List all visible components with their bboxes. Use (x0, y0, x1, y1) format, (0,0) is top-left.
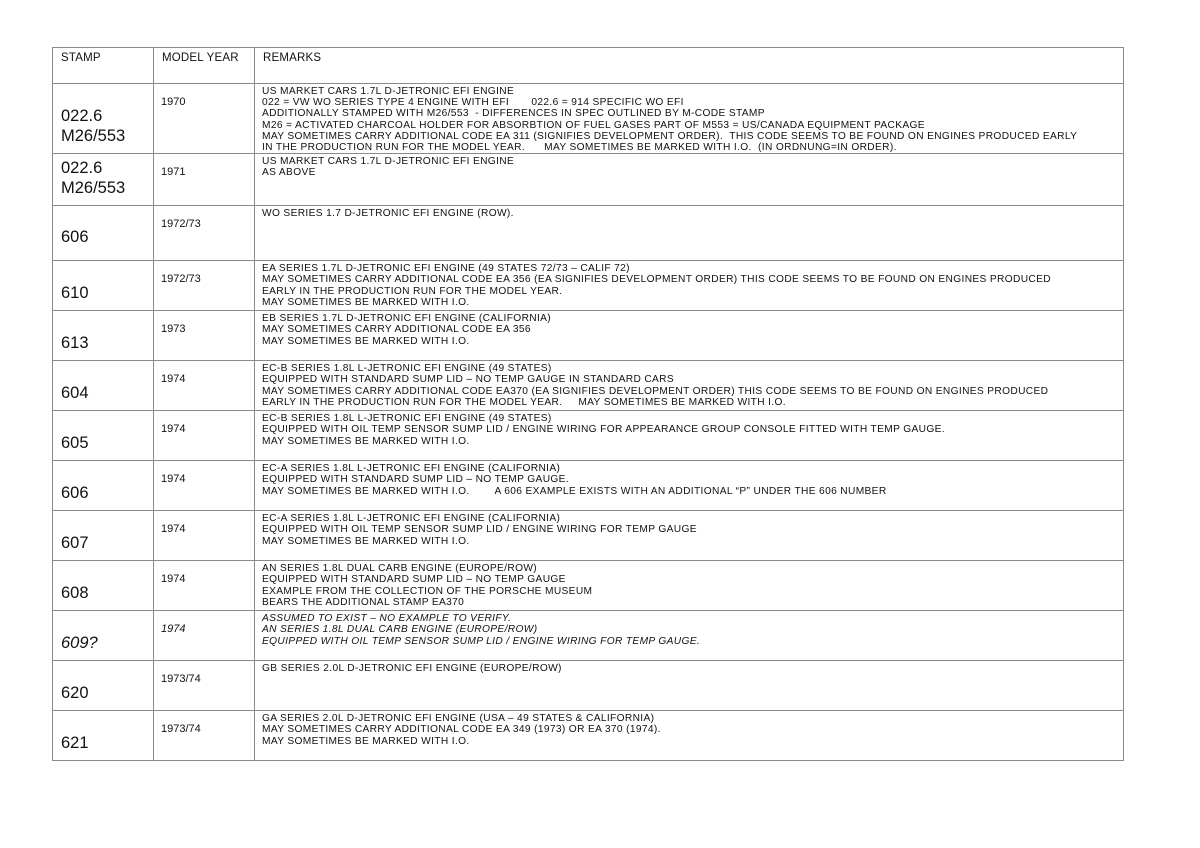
stamp-cell (53, 206, 154, 261)
stamp-cell (53, 361, 154, 411)
remarks-cell (255, 261, 1124, 311)
table-row (53, 661, 1124, 711)
table-row (53, 361, 1124, 411)
remarks-line: EARLY IN THE PRODUCTION RUN FOR THE MODEL YEAR. MAY SOMETIMES BE MARKED WITH I.O. (262, 396, 786, 408)
table-row (53, 711, 1124, 761)
model-year-cell: 1974 (154, 461, 255, 511)
remarks-line: AN SERIES 1.8L DUAL CARB ENGINE (EUROPE/ROW) (262, 624, 538, 636)
remarks-line: MAY SOMETIMES BE MARKED WITH I.O. (262, 335, 470, 347)
model-year-cell: 1973/74 (154, 661, 255, 711)
stamp-code: 606 (61, 228, 89, 247)
table-row (53, 411, 1124, 461)
remarks-cell (255, 561, 1124, 611)
remarks-line: EQUIPPED WITH STANDARD SUMP LID – NO TEMP GAUGE. (262, 474, 570, 486)
model-year-cell: 1972/73 (154, 261, 255, 311)
remarks-line: WO SERIES 1.7 D-JETRONIC EFI ENGINE (ROW). (262, 208, 514, 220)
model-year-column-header: MODEL YEAR (154, 48, 255, 84)
stamp-cell (53, 611, 154, 661)
engine-stamp-table (52, 47, 1124, 761)
remarks-line: MAY SOMETIMES BE MARKED WITH I.O. (262, 296, 470, 308)
model-year-cell: 1970 (154, 84, 255, 154)
remarks-line: ASSUMED TO EXIST – NO EXAMPLE TO VERIFY. (262, 613, 512, 625)
remarks-line: GA SERIES 2.0L D-JETRONIC EFI ENGINE (USA – 49 STATES & CALIFORNIA) (262, 713, 655, 725)
remarks-cell (255, 311, 1124, 361)
stamp-cell (53, 261, 154, 311)
remarks-cell (255, 361, 1124, 411)
remarks-line: MAY SOMETIMES BE MARKED WITH I.O. (262, 535, 470, 547)
table-row (53, 561, 1124, 611)
remarks-line: MAY SOMETIMES CARRY ADDITIONAL CODE EA 311 (SIGNIFIES DEVELOPMENT ORDER). THIS CODE SEEMS TO BE FOUND ON ENGINES PRODUCED EARLY (262, 130, 1078, 142)
stamp-code: 022.6 M26/553 (61, 107, 126, 146)
remarks-line: M26 = ACTIVATED CHARCOAL HOLDER FOR ABSORBTION OF FUEL GASES PART OF M553 = US/CANADA EQUIPMENT PACKAGE (262, 119, 925, 131)
remarks-line: MAY SOMETIMES CARRY ADDITIONAL CODE EA370 (EA SIGNIFIES DEVELOPMENT ORDER) THIS CODE SEEMS TO BE FOUND ON ENGINES PRODUCED (262, 385, 1049, 397)
remarks-line: MAY SOMETIMES CARRY ADDITIONAL CODE EA 356 (EA SIGNIFIES DEVELOPMENT ORDER) THIS CODE SEEMS TO BE FOUND ON ENGINES PRODUCED (262, 274, 1051, 286)
remarks-cell (255, 661, 1124, 711)
model-year-cell: 1973 (154, 311, 255, 361)
table-body (53, 84, 1124, 761)
remarks-column-header: REMARKS (255, 48, 1124, 84)
remarks-cell (255, 411, 1124, 461)
remarks-line: EQUIPPED WITH OIL TEMP SENSOR SUMP LID / ENGINE WIRING FOR TEMP GAUGE (262, 524, 697, 536)
stamp-cell (53, 154, 154, 206)
remarks-line: ADDITIONALLY STAMPED WITH M26/553 - DIFFERENCES IN SPEC OUTLINED BY M-CODE STAMP (262, 108, 765, 120)
remarks-cell (255, 461, 1124, 511)
table-row (53, 511, 1124, 561)
stamp-code: 613 (61, 334, 89, 353)
stamp-code: 608 (61, 584, 89, 603)
remarks-line: EARLY IN THE PRODUCTION RUN FOR THE MODEL YEAR. (262, 285, 563, 297)
remarks-line: US MARKET CARS 1.7L D-JETRONIC EFI ENGINE (262, 156, 515, 168)
remarks-cell (255, 206, 1124, 261)
stamp-code: 604 (61, 384, 89, 403)
remarks-line: EQUIPPED WITH STANDARD SUMP LID – NO TEMP GAUGE IN STANDARD CARS (262, 374, 675, 386)
model-year-cell: 1972/73 (154, 206, 255, 261)
remarks-line: US MARKET CARS 1.7L D-JETRONIC EFI ENGINE (262, 86, 515, 97)
stamp-code: 610 (61, 284, 89, 303)
table-header-row (53, 48, 1124, 84)
stamp-cell (53, 661, 154, 711)
model-year-cell: 1974 (154, 611, 255, 661)
remarks-line: MAY SOMETIMES BE MARKED WITH I.O. (262, 435, 470, 447)
remarks-cell (255, 154, 1124, 206)
stamp-cell (53, 411, 154, 461)
remarks-line: 022 = VW WO SERIES TYPE 4 ENGINE WITH EFI 022.6 = 914 SPECIFIC WO EFI (262, 97, 684, 109)
table-row (53, 611, 1124, 661)
remarks-line: EQUIPPED WITH STANDARD SUMP LID – NO TEMP GAUGE (262, 574, 566, 586)
remarks-line: GB SERIES 2.0L D-JETRONIC EFI ENGINE (EUROPE/ROW) (262, 663, 562, 675)
remarks-line: EQUIPPED WITH OIL TEMP SENSOR SUMP LID / ENGINE WIRING FOR TEMP GAUGE. (262, 635, 701, 647)
remarks-line: MAY SOMETIMES CARRY ADDITIONAL CODE EA 349 (1973) OR EA 370 (1974). (262, 724, 661, 736)
stamp-cell (53, 711, 154, 761)
stamp-cell (53, 84, 154, 154)
stamp-code: 022.6 M26/553 (61, 159, 126, 198)
stamp-code: 606 (61, 484, 89, 503)
stamp-cell (53, 461, 154, 511)
remarks-line: EC-B SERIES 1.8L L-JETRONIC EFI ENGINE (49 STATES) (262, 363, 552, 375)
table-row (53, 154, 1124, 206)
table-row (53, 84, 1124, 154)
model-year-cell: 1974 (154, 361, 255, 411)
stamp-cell (53, 311, 154, 361)
remarks-line: EB SERIES 1.7L D-JETRONIC EFI ENGINE (CALIFORNIA) (262, 313, 552, 325)
stamp-code: 621 (61, 734, 89, 753)
model-year-cell: 1973/74 (154, 711, 255, 761)
stamp-cell (53, 511, 154, 561)
remarks-line: IN THE PRODUCTION RUN FOR THE MODEL YEAR. MAY SOMETIMES BE MARKED WITH I.O. (IN ORDNUNG=IN ORDER). (262, 142, 897, 154)
stamp-cell (53, 561, 154, 611)
remarks-line: MAY SOMETIMES BE MARKED WITH I.O. (262, 735, 470, 747)
remarks-cell (255, 711, 1124, 761)
table-row (53, 461, 1124, 511)
stamp-code: 620 (61, 684, 89, 703)
remarks-cell (255, 611, 1124, 661)
model-year-cell: 1974 (154, 561, 255, 611)
remarks-line: AS ABOVE (262, 167, 316, 179)
stamp-code: 605 (61, 434, 89, 453)
remarks-line: AN SERIES 1.8L DUAL CARB ENGINE (EUROPE/ROW) (262, 563, 538, 575)
stamp-column-header: STAMP (53, 48, 154, 84)
remarks-line: EC-A SERIES 1.8L L-JETRONIC EFI ENGINE (CALIFORNIA) (262, 513, 561, 525)
table-row (53, 311, 1124, 361)
stamp-code: 609? (61, 634, 98, 653)
remarks-line: EC-A SERIES 1.8L L-JETRONIC EFI ENGINE (CALIFORNIA) (262, 463, 561, 475)
remarks-line: EA SERIES 1.7L D-JETRONIC EFI ENGINE (49 STATES 72/73 – CALIF 72) (262, 263, 630, 275)
remarks-line: EXAMPLE FROM THE COLLECTION OF THE PORSCHE MUSEUM (262, 585, 593, 597)
remarks-cell (255, 511, 1124, 561)
model-year-cell: 1974 (154, 411, 255, 461)
remarks-line: MAY SOMETIMES BE MARKED WITH I.O. A 606 EXAMPLE EXISTS WITH AN ADDITIONAL “P” UNDER THE 606 NUMBER (262, 485, 887, 497)
stamp-code: 607 (61, 534, 89, 553)
table-row (53, 261, 1124, 311)
remarks-line: BEARS THE ADDITIONAL STAMP EA370 (262, 596, 465, 608)
remarks-line: EQUIPPED WITH OIL TEMP SENSOR SUMP LID / ENGINE WIRING FOR APPEARANCE GROUP CONSOLE FITTED WITH TEMP GAUGE. (262, 424, 945, 436)
remarks-line: EC-B SERIES 1.8L L-JETRONIC EFI ENGINE (49 STATES) (262, 413, 552, 425)
table-row (53, 206, 1124, 261)
model-year-cell: 1974 (154, 511, 255, 561)
remarks-line: MAY SOMETIMES CARRY ADDITIONAL CODE EA 356 (262, 324, 531, 336)
remarks-cell (255, 84, 1124, 154)
model-year-cell: 1971 (154, 154, 255, 206)
